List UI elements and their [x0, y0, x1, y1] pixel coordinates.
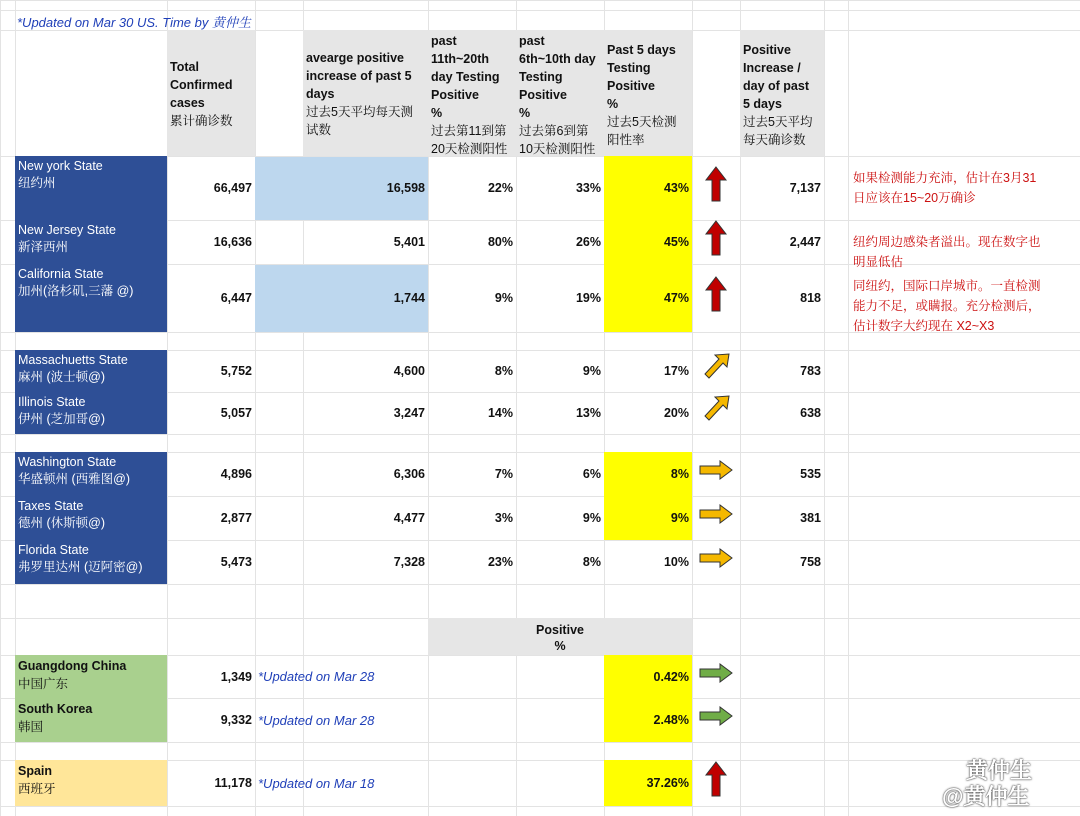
arrow-right-icon — [699, 663, 733, 683]
grid-line — [0, 0, 1, 816]
region-total: 9,332 — [220, 713, 252, 727]
column-header-p6 — [516, 30, 604, 156]
column-header-p11 — [428, 30, 516, 156]
arrow-up-icon-shape — [706, 762, 726, 796]
region-total: 11,178 — [214, 776, 252, 790]
arrow-up-icon-shape — [706, 221, 726, 255]
header-line: % — [554, 639, 566, 653]
state-name-cn: 弗罗里达州 (迈阿密@) — [18, 560, 143, 574]
grid-line — [692, 0, 693, 816]
grid-line — [0, 806, 1080, 807]
arrow-up-icon — [705, 166, 727, 202]
value-inc: 2,447 — [789, 235, 821, 249]
column-header-total — [167, 56, 255, 156]
value-p5: 20% — [663, 406, 689, 420]
value-inc: 783 — [800, 364, 821, 378]
value-total: 16,636 — [213, 235, 252, 249]
header-line: Confirmed — [170, 78, 233, 92]
grid-line — [0, 434, 1080, 435]
arrow-up-right-icon-shape — [705, 396, 729, 420]
value-avg: 4,477 — [393, 511, 425, 525]
header-line: 累计确诊数 — [170, 114, 233, 128]
arrow-up-icon — [705, 220, 727, 256]
value-p5: 47% — [663, 291, 689, 305]
region-positive: 0.42% — [653, 669, 689, 684]
header-line: day Testing — [431, 70, 500, 84]
state-name: Illinois State — [18, 395, 86, 409]
value-avg: 4,600 — [393, 364, 425, 378]
state-name: Washington State — [18, 455, 117, 469]
value-avg: 6,306 — [393, 467, 425, 481]
state-name-cn: 伊州 (芝加哥@) — [18, 412, 105, 426]
arrow-right-icon — [699, 548, 733, 568]
arrow-right-icon-shape — [700, 505, 732, 523]
header-line: Positive — [536, 623, 584, 637]
value-p11: 23% — [487, 555, 513, 569]
arrow-up-icon — [705, 276, 727, 312]
region-name-cell — [15, 655, 167, 698]
note-line: 纽约周边感染者溢出。现在数字也 — [853, 235, 1041, 249]
value-p6: 19% — [575, 291, 601, 305]
grid-line — [0, 742, 1080, 743]
state-name-cn: 华盛顿州 (西雅图@) — [18, 472, 130, 486]
state-name: New Jersey State — [18, 223, 116, 237]
value-inc: 7,137 — [789, 181, 821, 195]
arrow-up-right-icon — [702, 395, 730, 423]
header-line: 试数 — [306, 123, 332, 137]
region-name: Guangdong China — [18, 659, 127, 673]
value-p6: 8% — [582, 555, 601, 569]
region-name-cell — [15, 760, 167, 806]
column-header-p5 — [604, 39, 692, 156]
arrow-up-icon-shape — [706, 277, 726, 311]
header-line: % — [607, 97, 619, 111]
header-line: Positive — [519, 88, 567, 102]
state-name: Massachuetts State — [18, 353, 128, 367]
value-p6: 9% — [582, 511, 601, 525]
column-header-inc — [740, 39, 824, 156]
state-name-cell — [15, 452, 167, 496]
value-inc: 758 — [800, 555, 821, 569]
grid-line — [824, 0, 825, 816]
arrow-up-icon — [705, 761, 727, 797]
state-name-cell — [15, 350, 167, 392]
header-line: Positive — [743, 43, 791, 57]
state-name: Florida State — [18, 543, 89, 557]
arrow-right-icon — [699, 706, 733, 726]
value-avg: 16,598 — [386, 181, 425, 195]
value-p11: 22% — [487, 181, 513, 195]
value-avg: 7,328 — [393, 555, 425, 569]
state-name: California State — [18, 267, 104, 281]
header-line: 每天确诊数 — [743, 133, 806, 147]
grid-line — [0, 0, 1080, 1]
column-header-avg — [303, 47, 428, 156]
value-p6: 33% — [575, 181, 601, 195]
region-name-cell — [15, 698, 167, 742]
header-line: 过去5天检测 — [607, 115, 677, 129]
arrow-right-icon-shape — [700, 664, 732, 682]
grid-line — [0, 584, 1080, 585]
header-line: % — [519, 106, 531, 120]
arrow-right-icon-shape — [700, 707, 732, 725]
header-line: 10天检测阳性 — [519, 142, 596, 156]
value-total: 66,497 — [213, 181, 252, 195]
value-p11: 14% — [487, 406, 513, 420]
region-name: Spain — [18, 764, 53, 778]
header-line: cases — [170, 96, 205, 110]
state-name-cell — [15, 264, 167, 332]
header-line: 过去第6到第 — [519, 124, 589, 138]
watermark-handle: @黄仲生 — [942, 784, 1030, 809]
region-positive: 2.48% — [653, 713, 689, 727]
analysis-note — [850, 232, 1080, 276]
analysis-note — [850, 276, 1080, 344]
note-line: 估计数字大约现在 X2~X3 — [853, 319, 995, 333]
region-total: 1,349 — [220, 669, 252, 684]
value-inc: 535 — [800, 467, 821, 481]
value-avg: 5,401 — [393, 235, 425, 249]
value-total: 2,877 — [220, 511, 252, 525]
watermark-name: 黄仲生 — [966, 758, 1033, 783]
value-p5: 17% — [663, 364, 689, 378]
region-updated: *Updated on Mar 28 — [258, 669, 375, 684]
state-name-cell — [15, 156, 167, 220]
note-line: 如果检测能力充沛，估计在3月31 — [853, 171, 1037, 185]
header-line: 20天检测阳性 — [431, 142, 508, 156]
value-total: 5,752 — [220, 364, 252, 378]
value-p11: 9% — [494, 291, 513, 305]
state-name: New york State — [18, 159, 103, 173]
value-p5: 9% — [670, 511, 689, 525]
value-p11: 80% — [487, 235, 513, 249]
header-line: 过去第11到第 — [431, 124, 507, 138]
header-line: 5 days — [743, 97, 782, 111]
header-line: 过去5天平均 — [743, 115, 813, 129]
value-p11: 7% — [494, 467, 513, 481]
state-name-cell — [15, 392, 167, 434]
region-name: South Korea — [18, 702, 93, 716]
arrow-up-icon-shape — [706, 167, 726, 201]
note-line: 明显低估 — [853, 255, 904, 269]
header-line: days — [306, 87, 335, 101]
header-line: 11th~20th — [431, 52, 490, 66]
header-line: Positive — [431, 88, 479, 102]
note-line: 日应该在15~20万确诊 — [853, 191, 976, 205]
header-line: day of past — [743, 79, 809, 93]
state-name-cn: 德州 (休斯顿@) — [18, 516, 105, 530]
state-name-cell — [15, 540, 167, 584]
value-total: 4,896 — [220, 467, 252, 481]
header-line: 阳性率 — [607, 133, 645, 147]
value-inc: 818 — [800, 291, 821, 305]
grid-line — [848, 0, 849, 816]
arrow-up-right-icon-shape — [705, 354, 729, 378]
header-line: past — [431, 34, 457, 48]
header-line: % — [431, 106, 443, 120]
updated-note: *Updated on Mar 30 US. Time by 黄仲生 — [17, 15, 251, 30]
header-line: increase of past 5 — [306, 69, 412, 83]
header-line: Total — [170, 60, 199, 74]
state-name-cn: 纽约州 — [18, 176, 56, 190]
value-p6: 13% — [575, 406, 601, 420]
state-name-cell — [15, 496, 167, 540]
state-name: Taxes State — [18, 499, 84, 513]
state-name-cn: 加州(洛杉矶,三藩 @) — [18, 284, 134, 298]
header-line: Past 5 days — [607, 43, 676, 57]
header-line: Positive — [607, 79, 655, 93]
header-line: 6th~10th day — [519, 52, 596, 66]
value-p6: 26% — [575, 235, 601, 249]
value-total: 5,473 — [220, 555, 252, 569]
header-line: Testing — [519, 70, 563, 84]
region-name-cn: 韩国 — [18, 720, 44, 734]
state-name-cn: 新泽西州 — [18, 240, 69, 254]
region-updated: *Updated on Mar 28 — [258, 712, 375, 728]
header-line: past — [519, 34, 545, 48]
value-total: 5,057 — [220, 406, 252, 420]
value-total: 6,447 — [220, 291, 252, 305]
value-avg: 3,247 — [393, 406, 425, 420]
analysis-note — [850, 168, 1080, 232]
header-line: avearge positive — [306, 51, 404, 65]
value-p5: 10% — [663, 555, 689, 569]
region-positive: 37.26% — [646, 776, 689, 790]
value-p5: 45% — [663, 235, 689, 249]
positive-percent-header — [516, 620, 604, 655]
arrow-right-icon-shape — [700, 549, 732, 567]
arrow-up-right-icon — [702, 353, 730, 381]
value-inc: 381 — [800, 511, 821, 525]
value-inc: 638 — [800, 406, 821, 420]
header-line: Testing — [607, 61, 651, 75]
grid-line — [0, 10, 1080, 11]
region-name-cn: 中国广东 — [18, 677, 69, 691]
state-name-cell — [15, 220, 167, 264]
arrow-right-icon — [699, 504, 733, 524]
arrow-right-icon — [699, 460, 733, 480]
region-updated: *Updated on Mar 18 — [258, 775, 375, 791]
value-avg: 1,744 — [393, 291, 425, 305]
value-p6: 6% — [582, 467, 601, 481]
value-p11: 8% — [494, 364, 513, 378]
region-name-cn: 西班牙 — [18, 782, 56, 796]
arrow-right-icon-shape — [700, 461, 732, 479]
header-line: Increase / — [743, 61, 801, 75]
header-line: 过去5天平均每天测 — [306, 105, 413, 119]
value-p6: 9% — [582, 364, 601, 378]
note-line: 同纽约，国际口岸城市。一直检测 — [853, 279, 1041, 293]
value-p5: 8% — [670, 467, 689, 481]
state-name-cn: 麻州 (波士顿@) — [18, 370, 105, 384]
value-p11: 3% — [494, 511, 513, 525]
value-p5: 43% — [663, 181, 689, 195]
note-line: 能力不足，或瞒报。充分检测后， — [853, 299, 1041, 313]
